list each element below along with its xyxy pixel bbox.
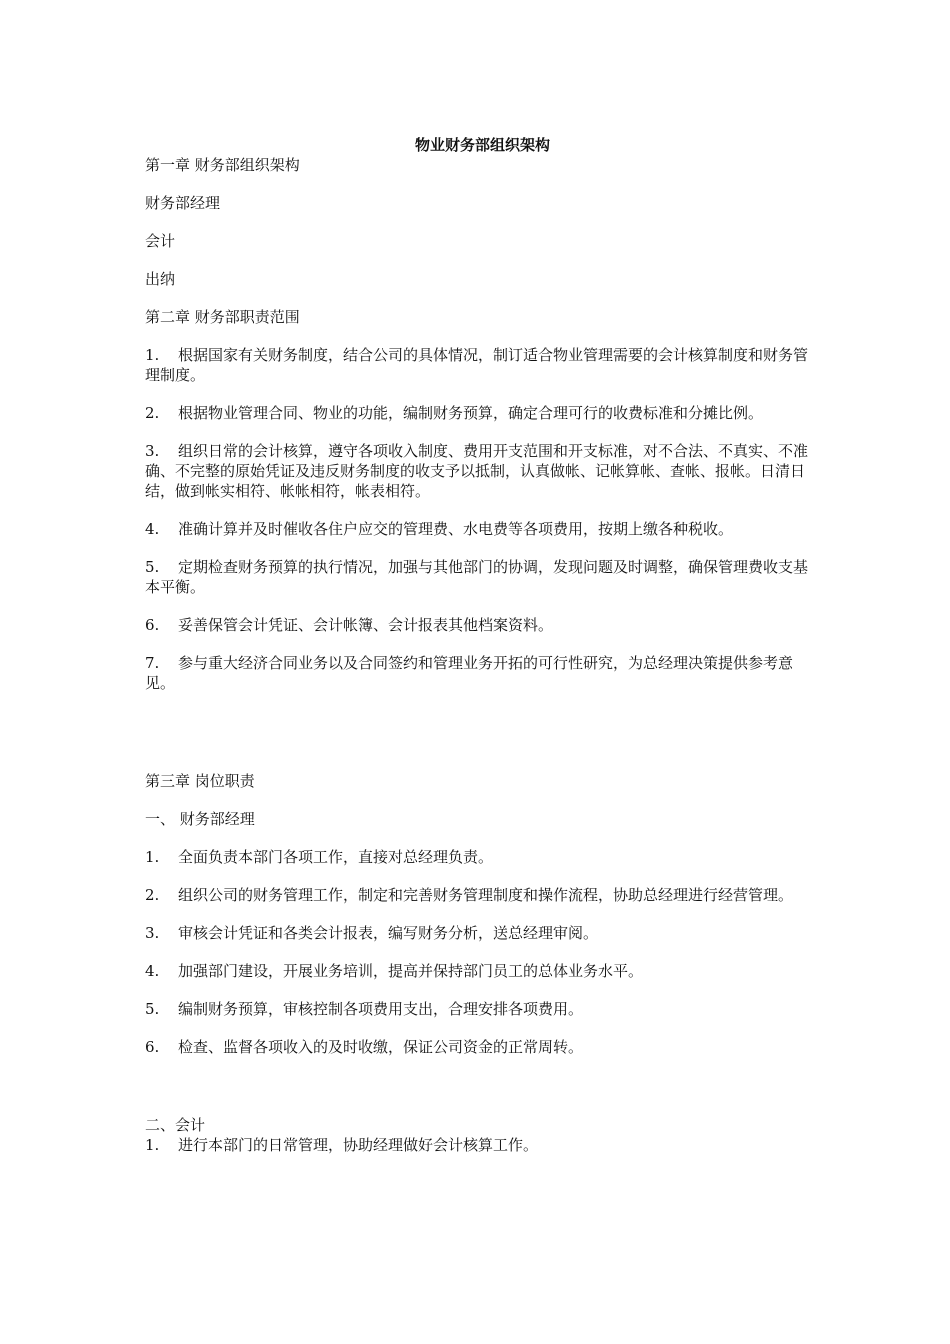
item-text: 全面负责本部门各项工作，直接对总经理负责。 — [178, 848, 494, 866]
manager-duty-item — [145, 885, 810, 905]
chapter-2-item — [145, 441, 810, 501]
accountant-duty-item — [145, 1135, 810, 1155]
item-text: 审核会计凭证和各类会计报表，编写财务分析，送总经理审阅。 — [178, 924, 599, 942]
item-number: 1. — [145, 848, 160, 866]
item-text: 进行本部门的日常管理，协助经理做好会计核算工作。 — [178, 1136, 539, 1154]
item-number: 5. — [145, 558, 160, 576]
item-text: 检查、监督各项收入的及时收缴，保证公司资金的正常周转。 — [178, 1038, 584, 1056]
item-number: 6. — [145, 616, 160, 634]
manager-duty-item — [145, 961, 810, 981]
item-number: 3. — [145, 924, 160, 942]
section-finance-manager-heading: 一、 财务部经理 — [145, 810, 255, 828]
chapter-2-item — [145, 403, 810, 423]
item-number: 1. — [145, 1136, 160, 1154]
document-title: 物业财务部组织架构 — [414, 136, 550, 154]
item-number: 2. — [145, 886, 160, 904]
item-text: 妥善保管会计凭证、会计帐簿、会计报表其他档案资料。 — [178, 616, 554, 634]
chapter-2-item — [145, 557, 810, 597]
item-text: 准确计算并及时催收各住户应交的管理费、水电费等各项费用，按期上缴各种税收。 — [178, 520, 734, 538]
chapter-2-heading: 第二章 财务部职责范围 — [145, 308, 300, 326]
role-cashier: 出纳 — [145, 270, 176, 288]
item-text: 加强部门建设，开展业务培训，提高并保持部门员工的总体业务水平。 — [178, 962, 644, 980]
item-number: 2. — [145, 404, 160, 422]
item-text: 编制财务预算，审核控制各项费用支出，合理安排各项费用。 — [178, 1000, 584, 1018]
item-number: 4. — [145, 962, 160, 980]
section-accountant-heading: 二、会计 — [145, 1116, 206, 1134]
item-number: 6. — [145, 1038, 160, 1056]
item-number: 5. — [145, 1000, 160, 1018]
item-text: 定期检查财务预算的执行情况，加强与其他部门的协调，发现问题及时调整，确保管理费收支基本平衡。 — [145, 558, 809, 596]
chapter-3-heading: 第三章 岗位职责 — [145, 772, 255, 790]
chapter-2-item — [145, 519, 810, 539]
item-text: 根据国家有关财务制度，结合公司的具体情况，制订适合物业管理需要的会计核算制度和财务管理制度。 — [145, 346, 809, 384]
manager-duty-item — [145, 923, 810, 943]
item-text: 组织公司的财务管理工作，制定和完善财务管理制度和操作流程，协助总经理进行经营管理。 — [178, 886, 794, 904]
chapter-2-item — [145, 345, 810, 385]
manager-duty-item — [145, 1037, 810, 1057]
role-finance-manager: 财务部经理 — [145, 194, 221, 212]
chapter-2-item — [145, 653, 810, 693]
item-text: 组织日常的会计核算，遵守各项收入制度、费用开支范围和开支标准，对不合法、不真实、不准确、不完整的原始凭证及违反财务制度的收支予以抵制，认真做帐、记帐算帐、查帐、报帐。日清日结，做到帐实相符、帐帐相符，帐表相符。 — [145, 442, 809, 500]
item-number: 1. — [145, 346, 160, 364]
document-page — [145, 130, 810, 1155]
item-number: 4. — [145, 520, 160, 538]
chapter-2-item — [145, 615, 810, 635]
manager-duty-item — [145, 999, 810, 1019]
item-text: 根据物业管理合同、物业的功能，编制财务预算，确定合理可行的收费标准和分摊比例。 — [178, 404, 764, 422]
manager-duty-item — [145, 847, 810, 867]
item-number: 3. — [145, 442, 160, 460]
role-accountant: 会计 — [145, 232, 176, 250]
item-number: 7. — [145, 654, 160, 672]
item-text: 参与重大经济合同业务以及合同签约和管理业务开拓的可行性研究，为总经理决策提供参考意见。 — [145, 654, 794, 692]
chapter-1-heading: 第一章 财务部组织架构 — [145, 156, 300, 174]
